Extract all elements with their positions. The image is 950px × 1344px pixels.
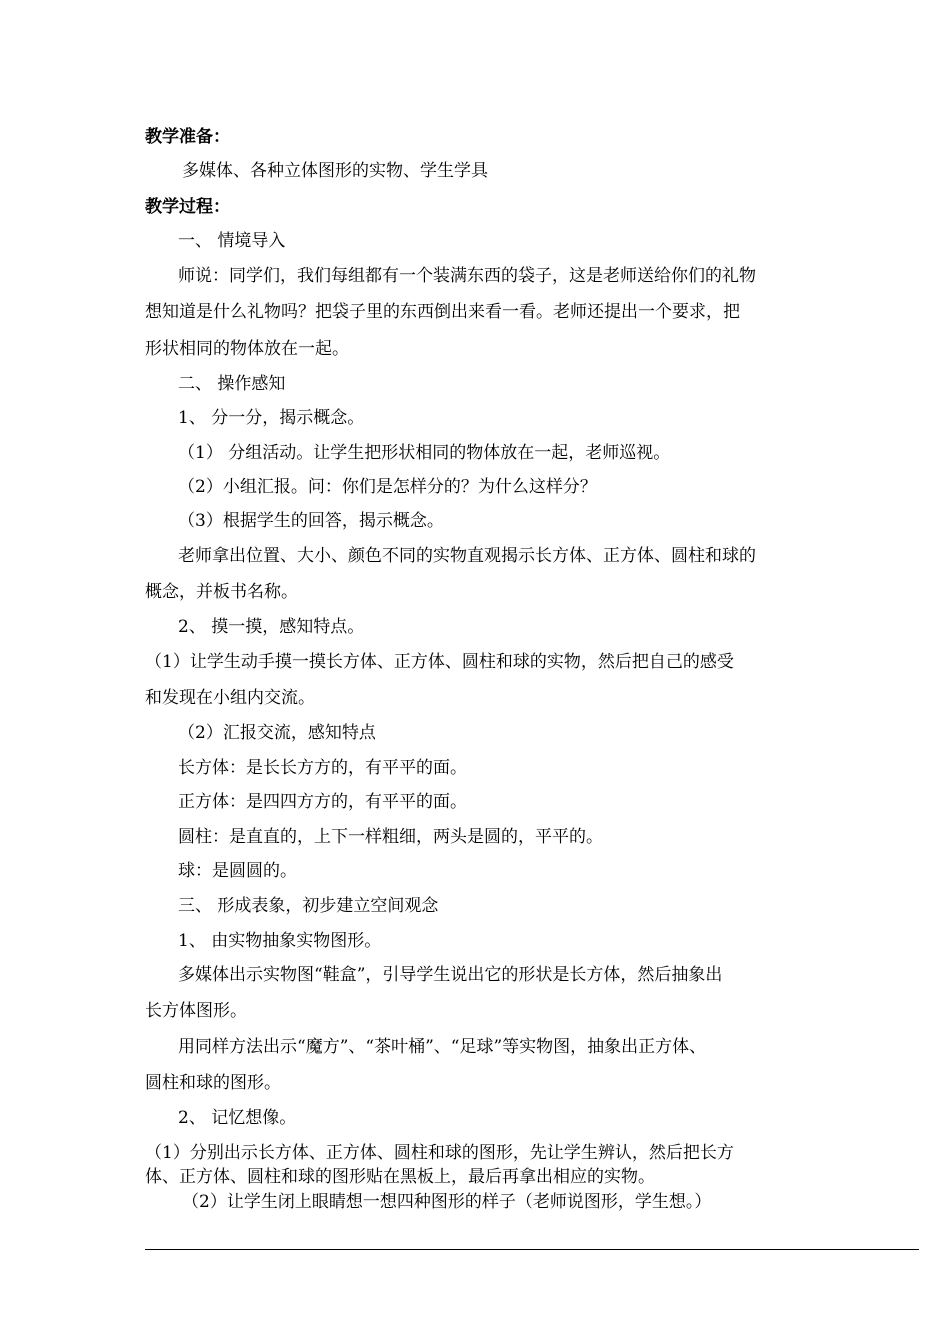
section-heading: 一、 情境导入 — [178, 231, 286, 251]
paragraph-line: 正方体：是四四方方的，有平平的面。 — [178, 792, 467, 812]
paragraph-line: （1）分别出示长方体、正方体、圆柱和球的图形，先让学生辨认，然后把长方 — [145, 1143, 734, 1163]
paragraph-line: （3）根据学生的回答，揭示概念。 — [178, 511, 444, 531]
paragraph-line: 2、 记忆想像。 — [178, 1108, 297, 1128]
paragraph-line: 圆柱和球的图形。 — [145, 1073, 281, 1093]
paragraph-line: 师说：同学们，我们每组都有一个装满东西的袋子，这是老师送给你们的礼物 — [178, 266, 756, 286]
paragraph-line: 1、 分一分，揭示概念。 — [178, 408, 365, 428]
paragraph-line: 想知道是什么礼物吗？把袋子里的东西倒出来看一看。老师还提出一个要求，把 — [145, 302, 740, 322]
paragraph-line: 长方体图形。 — [145, 1001, 247, 1021]
paragraph-line: 多媒体出示实物图“鞋盒”，引导学生说出它的形状是长方体，然后抽象出 — [178, 965, 723, 985]
section-heading: 二、 操作感知 — [178, 374, 286, 394]
paragraph-line: 形状相同的物体放在一起。 — [145, 339, 349, 359]
paragraph-line: 2、 摸一摸，感知特点。 — [178, 617, 365, 637]
paragraph-line: 球：是圆圆的。 — [178, 861, 297, 881]
paragraph-line: 老师拿出位置、大小、颜色不同的实物直观揭示长方体、正方体、圆柱和球的 — [178, 546, 756, 566]
paragraph-line: （2）小组汇报。问：你们是怎样分的？为什么这样分？ — [178, 477, 597, 497]
section-heading: 三、 形成表象，初步建立空间观念 — [178, 896, 439, 916]
paragraph-line: 概念，并板书名称。 — [145, 582, 298, 602]
paragraph-line: 和发现在小组内交流。 — [145, 688, 315, 708]
paragraph-line: （1）让学生动手摸一摸长方体、正方体、圆柱和球的实物，然后把自己的感受 — [145, 652, 734, 672]
paragraph-line: 长方体：是长长方方的，有平平的面。 — [178, 758, 467, 778]
paragraph-line: 用同样方法出示“魔方”、“茶叶桶”、“足球”等实物图，抽象出正方体、 — [178, 1037, 707, 1057]
heading-process: 教学过程： — [145, 197, 230, 217]
heading-preparation: 教学准备： — [145, 127, 230, 147]
paragraph-line: （2）汇报交流，感知特点 — [178, 723, 376, 743]
paragraph-line: 体、正方体、圆柱和球的图形贴在黑板上，最后再拿出相应的实物。 — [145, 1167, 655, 1187]
paragraph-line: （1） 分组活动。让学生把形状相同的物体放在一起，老师巡视。 — [178, 443, 671, 463]
paragraph-line: （2）让学生闭上眼睛想一想四种图形的样子（老师说图形，学生想。） — [182, 1192, 712, 1212]
paragraph-line: 圆柱：是直直的，上下一样粗细，两头是圆的，平平的。 — [178, 827, 603, 847]
paragraph-line: 多媒体、各种立体图形的实物、学生学具 — [182, 161, 488, 181]
footer-rule — [145, 1249, 919, 1250]
paragraph-line: 1、 由实物抽象实物图形。 — [178, 931, 382, 951]
